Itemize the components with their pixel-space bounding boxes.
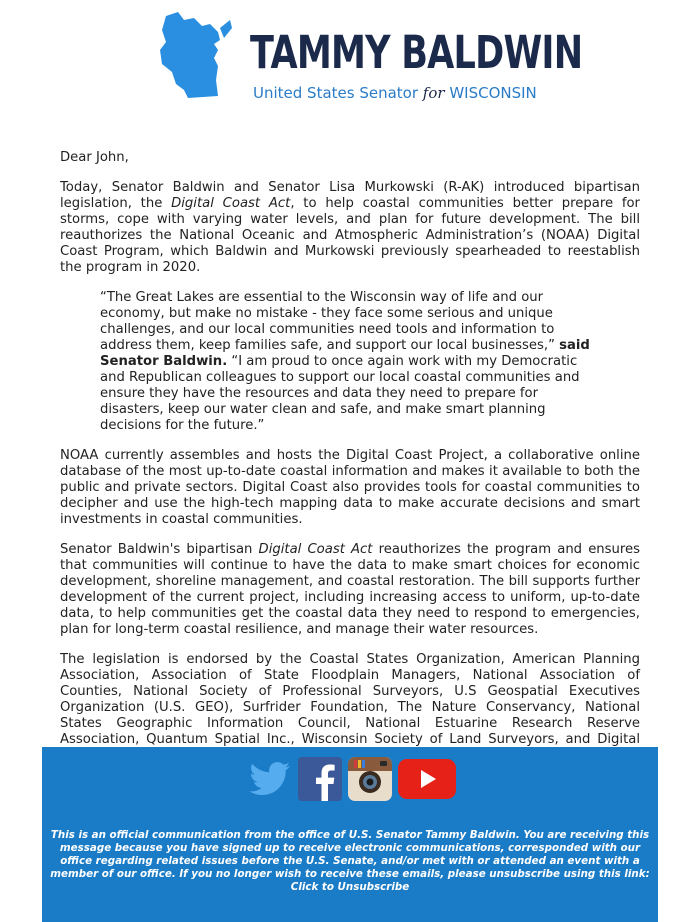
senator-subtitle: [253, 86, 537, 101]
youtube-icon[interactable]: [398, 757, 442, 801]
baldwin-quote: [100, 290, 600, 434]
quote-attribution: said Senator Baldwin.: [100, 338, 590, 369]
greeting: Dear John,: [60, 150, 129, 165]
footer-disclaimer: This is an official communication from the office of U.S. Senator Tammy Baldwin. You are receiving this message because you have signed up to receive electronic communications, corresponded with our office regarding related issues before the U.S. Senate, and/or met with or attended an event with a member of our office. If you no longer wish to receive these emails, please unsubscribe using this link: Click to Unsubscribe: [50, 829, 650, 893]
social-links: [248, 757, 442, 801]
paragraph-intro: [60, 180, 640, 276]
p3-text-b: reauthorizes the program and ensures that communities will continue to have the data to make smart choices for economic development, shoreline management, and coastal restoration. The bill supports further development of the current project, including increasing access to uniform, up-to-date data, to help communities get the coastal data they need to respond to emergencies, plan for long-term coastal resilience, and manage their water resources.: [60, 542, 641, 637]
twitter-icon[interactable]: [248, 757, 292, 801]
quote-text-a: “The Great Lakes are essential to the Wisconsin way of life and our economy, but make no mistake - they face some serious and unique challenges, and our local communities need tools and information to address them, keep families safe, and support our local businesses,”: [100, 290, 560, 353]
p1-act-name: Digital Coast Act: [171, 196, 291, 211]
p1-text-b: , to help coastal communities better prepare for storms, cope with varying water levels, and plan for future development. The bill reauthorizes the National Oceanic and Atmospheric Administration’s (NOAA) Digital Coast Program, which Baldwin and Murkowski previously spearheaded to reestablish the program in 2020.: [60, 196, 640, 275]
paragraph-act: [60, 542, 640, 638]
email-footer: [42, 747, 658, 922]
quote-text-b: “I am proud to once again work with my Democratic and Republican colleagues to support our local coastal communities and ensure they have the resources and data they need to prepare for disasters, keep our water clean and safe, and make smart planning decisions for the future.”: [100, 354, 580, 433]
subtitle-post: WISCONSIN: [444, 84, 537, 102]
senator-name-logo: TAMMY BALDWIN: [250, 26, 583, 79]
facebook-icon[interactable]: [298, 757, 342, 801]
p1-text-a: Today, Senator Baldwin and Senator Lisa Murkowski (R-AK) introduced bipartisan legislation, the: [60, 180, 640, 211]
email-header: [0, 0, 700, 115]
subtitle-pre: United States Senator: [253, 84, 423, 102]
paragraph-noaa: NOAA currently assembles and hosts the Digital Coast Project, a collaborative online database of the most up-to-date coastal information and makes it available to both the public and private sectors. Digital Coast also provides tools for coastal communities to decipher and use the high-tech mapping data to make accurate decisions and smart investments in coastal communities.: [60, 448, 640, 527]
p3-act-name: Digital Coast Act: [258, 542, 373, 557]
subtitle-for: for: [422, 84, 445, 102]
endorsements-text: The legislation is endorsed by the Coastal States Organization, American Planning Association, Association of State Floodplain Managers, National Association of Counties, National Society of Professional Surveyors, U.S Geospatial Executives Organization (U.S. GEO), Surfrider Foundation, The Nature Conservancy, National States Geographic Information Council, National Estuarine Research Reserve Association, Quantum Spatial Inc., Wisconsin Society of Land Surveyors, and Digital: [60, 652, 640, 747]
email-body: [60, 150, 640, 780]
instagram-icon[interactable]: [348, 757, 392, 801]
p3-text-a: Senator Baldwin's bipartisan: [60, 542, 259, 557]
wisconsin-map-icon: [148, 6, 244, 102]
